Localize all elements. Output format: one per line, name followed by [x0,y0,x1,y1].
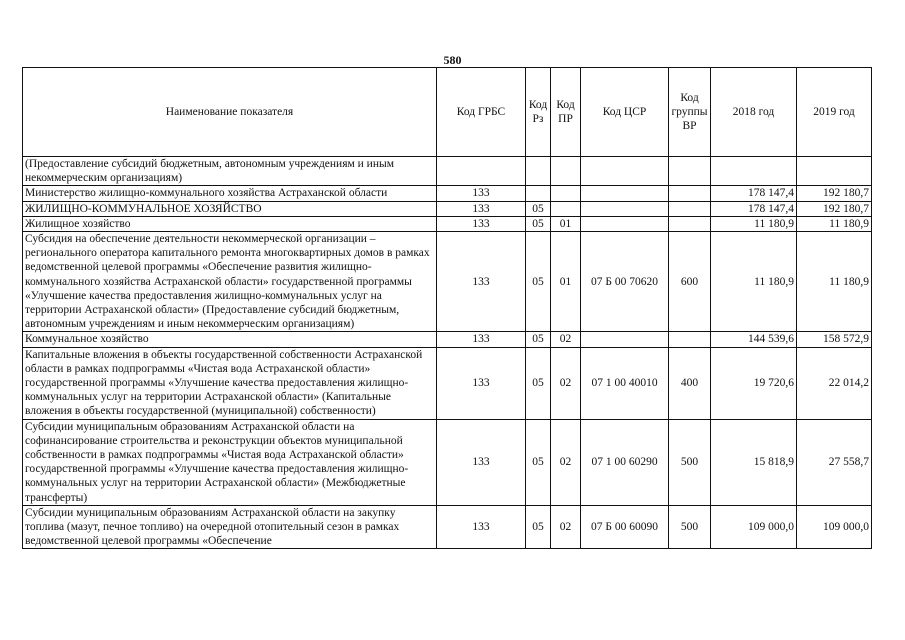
table-row [23,186,872,201]
row-rz: 05 [526,216,551,231]
header-grbs: Код ГРБС [437,68,526,157]
row-2018: 11 180,9 [711,232,797,332]
row-csr [581,332,669,347]
row-name: Субсидии муниципальным образованиям Астраханской области на закупку топлива (мазут, печное топливо) на очередной отопительный сезон в рамках ведомственной целевой программы «Обеспечение [23,505,437,549]
row-name: ЖИЛИЩНО-КОММУНАЛЬНОЕ ХОЗЯЙСТВО [23,201,437,216]
row-pr: 02 [551,505,581,549]
table-row [23,232,872,332]
row-vr [669,332,711,347]
row-vr [669,157,711,186]
row-2018: 178 147,4 [711,186,797,201]
header-2018: 2018 год [711,68,797,157]
row-2019: 192 180,7 [797,186,872,201]
row-name: Капитальные вложения в объекты государственной собственности Астраханской области в рамках подпрограммы «Чистая вода Астраханской области» государственной программы «Улучшение качества предоставления жилищно-коммунальных услуг на территории Астраханской области» (Капитальные вложения в объекты государственной (муниципальной) собственности) [23,347,437,419]
row-csr [581,216,669,231]
header-csr: Код ЦСР [581,68,669,157]
row-rz: 05 [526,419,551,505]
row-pr [551,201,581,216]
row-2019: 22 014,2 [797,347,872,419]
table-row [23,332,872,347]
row-name: Жилищное хозяйство [23,216,437,231]
row-2018: 109 000,0 [711,505,797,549]
row-rz: 05 [526,232,551,332]
row-name: Субсидии муниципальным образованиям Астраханской области на софинансирование строительства и реконструкции объектов муниципальной собственности в рамках подпрограммы «Чистая вода Астраханской области» государственной программы «Улучшение качества предоставления жилищно-коммунальных услуг на территории Астраханской области» (Межбюджетные трансферты) [23,419,437,505]
row-grbs: 133 [437,347,526,419]
header-pr: Код ПР [551,68,581,157]
row-2019: 11 180,9 [797,232,872,332]
header-rz: Код Рз [526,68,551,157]
row-2019 [797,157,872,186]
row-grbs: 133 [437,216,526,231]
row-vr: 500 [669,419,711,505]
row-csr [581,157,669,186]
row-grbs: 133 [437,419,526,505]
row-grbs: 133 [437,505,526,549]
row-pr: 02 [551,332,581,347]
row-grbs: 133 [437,201,526,216]
row-vr: 500 [669,505,711,549]
row-2018: 144 539,6 [711,332,797,347]
row-name: (Предоставление субсидий бюджетным, автономным учреждениям и иным некоммерческим организациям) [23,157,437,186]
row-vr: 400 [669,347,711,419]
row-2019: 158 572,9 [797,332,872,347]
row-pr: 02 [551,419,581,505]
table-row [23,216,872,231]
table-row [23,157,872,186]
row-2018: 11 180,9 [711,216,797,231]
row-vr [669,201,711,216]
row-csr: 07 1 00 40010 [581,347,669,419]
table-row [23,347,872,419]
table-row [23,419,872,505]
row-name: Субсидия на обеспечение деятельности некоммерческой организации – регионального оператора капитального ремонта многоквартирных домов в рамках ведомственной целевой программы «Обеспечение развития жилищно-коммунального хозяйства Астраханской области» государственной программы «Улучшение качества предоставления жилищно-коммунальных услуг на территории Астраханской области» (Предоставление субсидий бюджетным, автономным учреждениям и иным некоммерческим организациям) [23,232,437,332]
row-rz: 05 [526,332,551,347]
header-name: Наименование показателя [23,68,437,157]
row-vr [669,186,711,201]
row-csr [581,186,669,201]
row-pr: 02 [551,347,581,419]
row-rz [526,157,551,186]
header-row [23,68,872,157]
header-2019: 2019 год [797,68,872,157]
row-rz: 05 [526,201,551,216]
page-number: 580 [443,53,462,67]
row-2018: 19 720,6 [711,347,797,419]
header-vr: Код группы ВР [669,68,711,157]
row-csr: 07 1 00 60290 [581,419,669,505]
budget-table [22,67,872,549]
row-pr [551,157,581,186]
row-2019: 109 000,0 [797,505,872,549]
table-row [23,201,872,216]
row-pr [551,186,581,201]
row-csr: 07 Б 00 70620 [581,232,669,332]
row-grbs: 133 [437,186,526,201]
row-2018: 178 147,4 [711,201,797,216]
row-vr [669,216,711,231]
row-pr: 01 [551,232,581,332]
row-name: Министерство жилищно-коммунального хозяйства Астраханской области [23,186,437,201]
row-rz: 05 [526,347,551,419]
row-csr: 07 Б 00 60090 [581,505,669,549]
row-rz [526,186,551,201]
table-row [23,505,872,549]
row-csr [581,201,669,216]
row-2019: 192 180,7 [797,201,872,216]
row-grbs [437,157,526,186]
row-2019: 27 558,7 [797,419,872,505]
row-grbs: 133 [437,332,526,347]
row-name: Коммунальное хозяйство [23,332,437,347]
row-grbs: 133 [437,232,526,332]
row-pr: 01 [551,216,581,231]
row-vr: 600 [669,232,711,332]
row-rz: 05 [526,505,551,549]
row-2019: 11 180,9 [797,216,872,231]
row-2018 [711,157,797,186]
row-2018: 15 818,9 [711,419,797,505]
